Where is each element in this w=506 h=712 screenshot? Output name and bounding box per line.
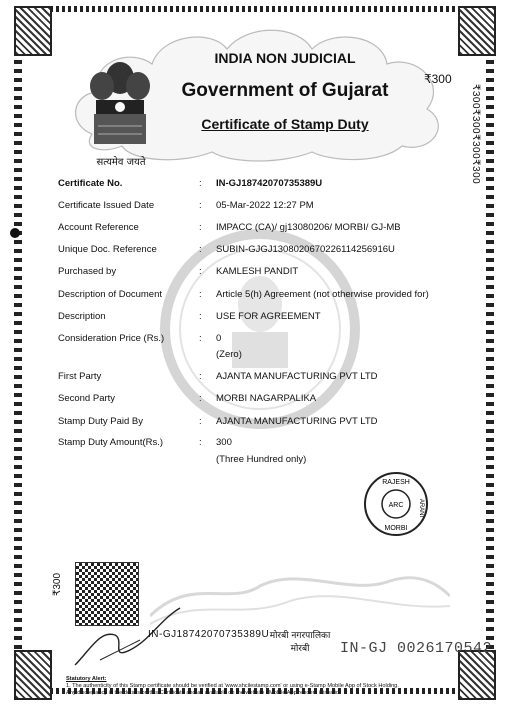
- field-row: [58, 178, 478, 194]
- field-value: 05-Mar-2022 12:27 PM: [216, 200, 314, 211]
- field-value: (Three Hundred only): [216, 454, 307, 465]
- field-value: (Zero): [216, 349, 242, 360]
- field-row: [58, 437, 478, 453]
- field-separator: :: [199, 311, 202, 322]
- statutory-alert: [66, 676, 446, 697]
- denomination: ₹300: [424, 72, 452, 86]
- stamp-text-top: RAJESH: [382, 479, 410, 486]
- field-label: Unique Doc. Reference: [58, 244, 157, 255]
- stamp-text-bottom: MORBI: [384, 525, 408, 532]
- field-row: [58, 244, 478, 260]
- field-label: Certificate No.: [58, 178, 123, 189]
- field-label: Stamp Duty Paid By: [58, 416, 144, 427]
- corner-ornament: [458, 6, 496, 56]
- field-label: Description: [58, 311, 106, 322]
- office-stamp: [250, 628, 350, 678]
- alert-heading: Statutory Alert:: [66, 676, 107, 682]
- office-line2: मोरबी: [290, 644, 310, 654]
- border-top: [14, 6, 492, 12]
- field-row: [58, 393, 478, 409]
- border-left: [14, 60, 22, 660]
- field-label: First Party: [58, 371, 102, 382]
- stamp-text-center: ARC: [388, 502, 404, 509]
- corner-ornament: [14, 6, 52, 56]
- watermark-art: [150, 566, 450, 626]
- field-value: IN-GJ18742070735389U: [216, 178, 323, 189]
- field-separator: :: [199, 178, 202, 189]
- field-label: Second Party: [58, 393, 116, 404]
- field-row: [58, 454, 478, 470]
- field-value: SUBIN-GJGJ1308020670226114256916U: [216, 244, 395, 255]
- emblem-motto: सत्यमेव जयते: [96, 157, 146, 168]
- field-separator: :: [199, 222, 202, 233]
- certificate-title: Certificate of Stamp Duty: [201, 116, 369, 132]
- field-label: Consideration Price (Rs.): [58, 333, 165, 344]
- field-label: Description of Document: [58, 289, 163, 300]
- national-emblem-icon: [84, 56, 156, 156]
- header-line2: Government of Gujarat: [181, 80, 389, 101]
- field-label: Purchased by: [58, 266, 117, 277]
- field-row: [58, 311, 478, 327]
- field-row: [58, 371, 478, 387]
- field-label: Certificate Issued Date: [58, 200, 155, 211]
- field-label: Account Reference: [58, 222, 139, 233]
- field-row: [58, 200, 478, 216]
- field-value: 0: [216, 333, 222, 344]
- field-separator: :: [199, 266, 202, 277]
- field-value: IMPACC (CA)/ gj13080206/ MORBI/ GJ-MB: [216, 222, 401, 233]
- field-separator: :: [199, 333, 202, 344]
- field-value: USE FOR AGREEMENT: [216, 311, 321, 322]
- alert-line2: Any discrepancy in the details on this Certificate and as available on the website / Mobile App renders it invalid.: [66, 690, 341, 696]
- field-separator: :: [199, 289, 202, 300]
- field-value: Article 5(h) Agreement (not otherwise provided for): [216, 289, 429, 300]
- punch-hole: [10, 228, 20, 238]
- corner-ornament: [14, 650, 52, 700]
- corner-ornament: [458, 650, 496, 700]
- field-label: Stamp Duty Amount(Rs.): [58, 437, 164, 448]
- field-row: [58, 349, 478, 365]
- round-seal-stamp: [362, 470, 430, 538]
- side-value: ₹300: [52, 572, 63, 596]
- field-value: KAMLESH PANDIT: [216, 266, 299, 277]
- stamp-text-right: ARANI: [418, 498, 424, 518]
- field-value: 300: [216, 437, 232, 448]
- field-value: AJANTA MANUFACTURING PVT LTD: [216, 371, 378, 382]
- field-separator: :: [199, 393, 202, 404]
- serial-number: IN-GJ 0026170542: [340, 640, 493, 657]
- field-separator: :: [199, 416, 202, 427]
- field-separator: :: [199, 244, 202, 255]
- field-value: AJANTA MANUFACTURING PVT LTD: [216, 416, 378, 427]
- field-row: [58, 222, 478, 238]
- field-row: [58, 289, 478, 305]
- field-separator: :: [199, 437, 202, 448]
- header-line1: INDIA NON JUDICIAL: [214, 50, 356, 66]
- field-row: [58, 266, 478, 282]
- field-separator: :: [199, 200, 202, 211]
- field-separator: :: [199, 371, 202, 382]
- border-right: [486, 60, 494, 660]
- office-line1: मोरबी नगरपालिका: [269, 631, 331, 641]
- field-row: [58, 333, 478, 349]
- alert-line1: 1. The authenticity of this Stamp certificate should be verified at 'www.shcilestamp.com' or using e-Stamp Mobile App of Stock Holding.: [66, 683, 399, 689]
- field-row: [58, 416, 478, 432]
- field-value: MORBI NAGARPALIKA: [216, 393, 317, 404]
- bottom-certificate-number: IN-GJ18742070735389U: [148, 629, 270, 640]
- vertical-serial: ₹300₹300₹300₹300: [470, 84, 481, 185]
